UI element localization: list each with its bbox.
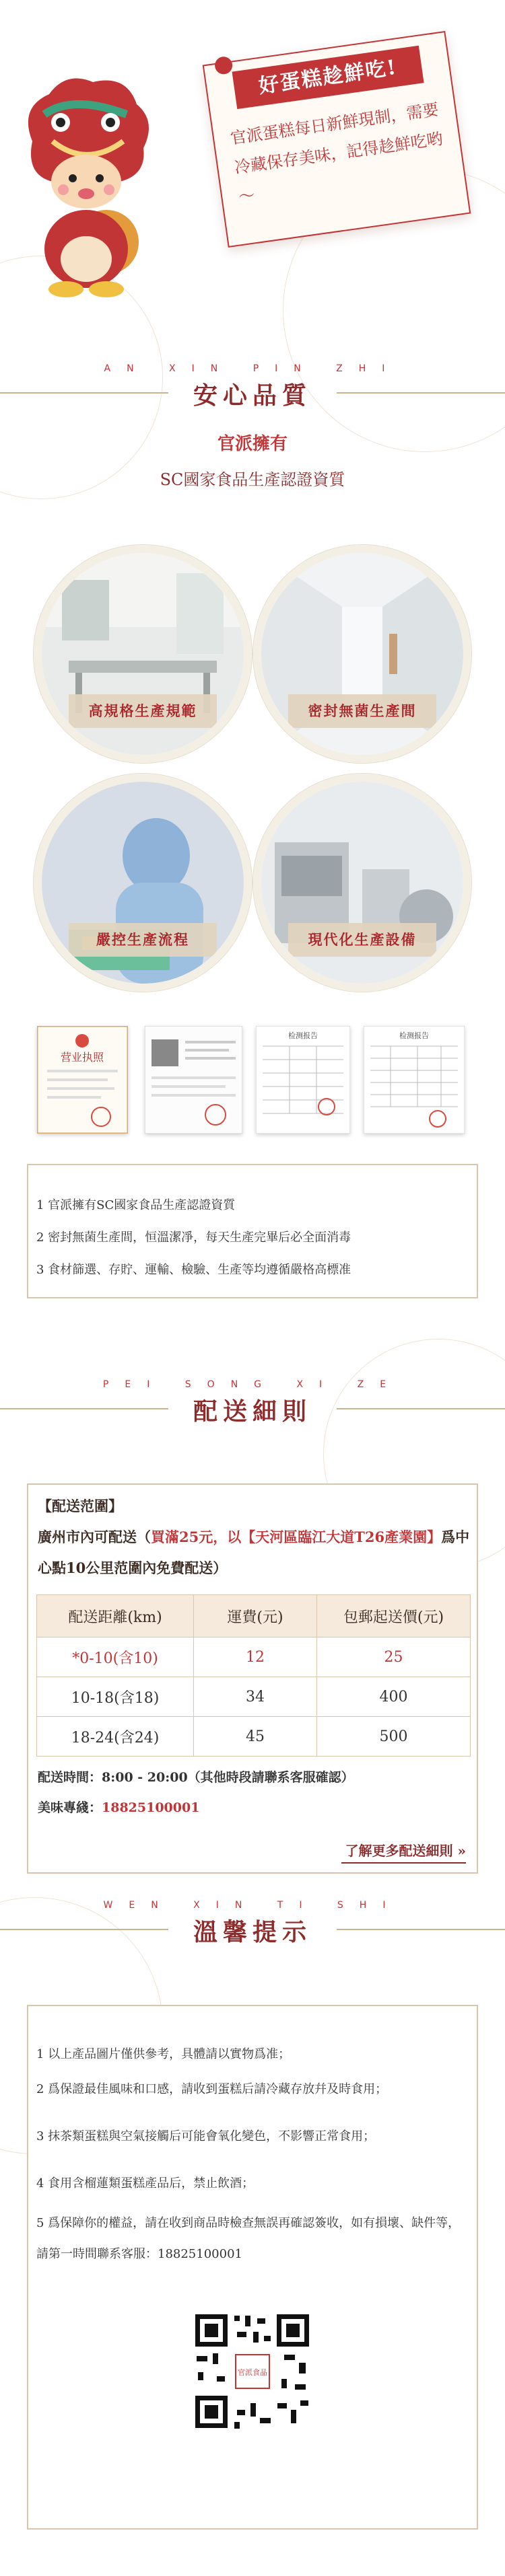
phone-number[interactable]: 18825100001 [102,1800,200,1815]
section-title: 配送細則 [193,1397,312,1426]
notice-item: 3 抹茶類蛋糕與空氣接觸后可能會氧化變色，不影響正常食用； [36,2129,376,2143]
business-license-image [37,1026,128,1134]
license-title: 营业执照 [60,1051,104,1064]
section-title: 安心品質 [193,381,312,410]
delivery-fee-table [36,1594,471,1757]
photo-production-standard [34,545,252,763]
test-report-image-2 [364,1026,465,1134]
qr-code[interactable] [190,2309,314,2433]
delivery-range-heading: 【配送范圍】 [38,1498,123,1514]
table-header-cell: 配送距離(km) [37,1595,194,1637]
qr-center-label: 官派食品 [238,2368,267,2377]
lion-dance-mascot [12,67,167,309]
note-title: 好蛋糕趁鮮吃! [232,46,424,109]
table-row [37,1677,471,1717]
section-pinyin: WEN XIN TI SHI [103,1900,402,1911]
table-cell: 25 [317,1637,471,1677]
more-delivery-link[interactable]: 了解更多配送細則 » [341,1840,466,1864]
quality-features-box [27,1164,478,1298]
feature-item: 2 密封無菌生產間，恒溫潔凈，每天生產完畢后必全面消毒 [36,1230,351,1245]
delivery-range-text [38,1522,472,1584]
table-cell: 45 [194,1717,317,1757]
table-row [37,1717,471,1757]
table-header-cell: 運費(元) [194,1595,317,1637]
section-title: 溫馨提示 [193,1918,312,1946]
delivery-time: 配送時間：8:00 - 20:00（其他時段請聯系客服確認） [38,1770,354,1785]
photo-label: 嚴控生產流程 [69,923,217,957]
report-title: 检测报告 [288,1031,318,1040]
notice-item: 2 爲保證最佳風味和口感，請收到蛋糕后請冷藏存放幷及時食用； [36,2082,388,2096]
range-text-part: 廣州市內可配送（ [38,1529,151,1545]
report-title: 检测报告 [399,1031,429,1040]
table-header-cell: 包郵起送價(元) [317,1595,471,1637]
photo-label: 密封無菌生產間 [288,694,436,728]
range-text-part: 爲中心點10公里范圍內免費配送） [38,1529,470,1576]
feature-item: 1 官派擁有SC國家食品生產認證資質 [36,1198,236,1212]
range-text-highlight: 買滿25元，以【天河區臨江大道T26產業園】 [151,1529,442,1545]
section-notice-header [0,1900,505,1948]
table-cell: *0-10(含10) [37,1637,194,1677]
notice-item: 5 爲保障你的權益，請在收到商品時檢查無誤再確認簽收，如有損壞、缺件等，請第一時間聯系客服：18825100001 [36,2216,461,2261]
delivery-phone [38,1798,199,1816]
section-pinyin: PEI SONG XI ZE [102,1379,403,1390]
note-body: 官派蛋糕每日新鮮現制，需要冷藏保存美味，記得趁鮮吃哟～ [229,100,444,207]
sc-sub-text: SC國家食品生產認證資質 [160,470,345,489]
photo-label: 高規格生產規範 [69,694,217,728]
table-cell: 12 [194,1637,317,1677]
photo-sterile-room [253,545,471,763]
delivery-box [27,1483,478,1874]
test-report-image-1 [256,1026,350,1134]
table-cell: 34 [194,1677,317,1717]
notice-item: 1 以上產品圖片僅供參考，具體請以實物爲准； [36,2047,291,2061]
photo-process-control [34,774,252,992]
notice-box [27,2005,478,2530]
notice-item: 4 食用含榴蓮類蛋糕產品后，禁止飲酒； [36,2176,255,2191]
table-row [37,1637,471,1677]
food-permit-image [145,1026,242,1134]
section-delivery-header [0,1379,505,1427]
table-cell: 400 [317,1677,471,1717]
pin-icon [213,56,233,75]
photo-label: 現代化生產設備 [288,923,436,957]
table-cell: 18-24(含24) [37,1717,194,1757]
table-header-row [37,1595,471,1637]
photo-modern-equipment [253,774,471,992]
table-cell: 500 [317,1717,471,1757]
phone-label: 美味專綫： [38,1800,102,1815]
table-cell: 10-18(含18) [37,1677,194,1717]
section-pinyin: AN XIN PIN ZHI [104,363,401,374]
section-quality-header [0,363,505,411]
sc-have-text: 官派擁有 [217,434,288,454]
fresh-note-card [203,31,471,248]
feature-item: 3 食材篩選、存貯、運輸、檢驗、生產等均遵循嚴格高標准 [36,1263,351,1277]
